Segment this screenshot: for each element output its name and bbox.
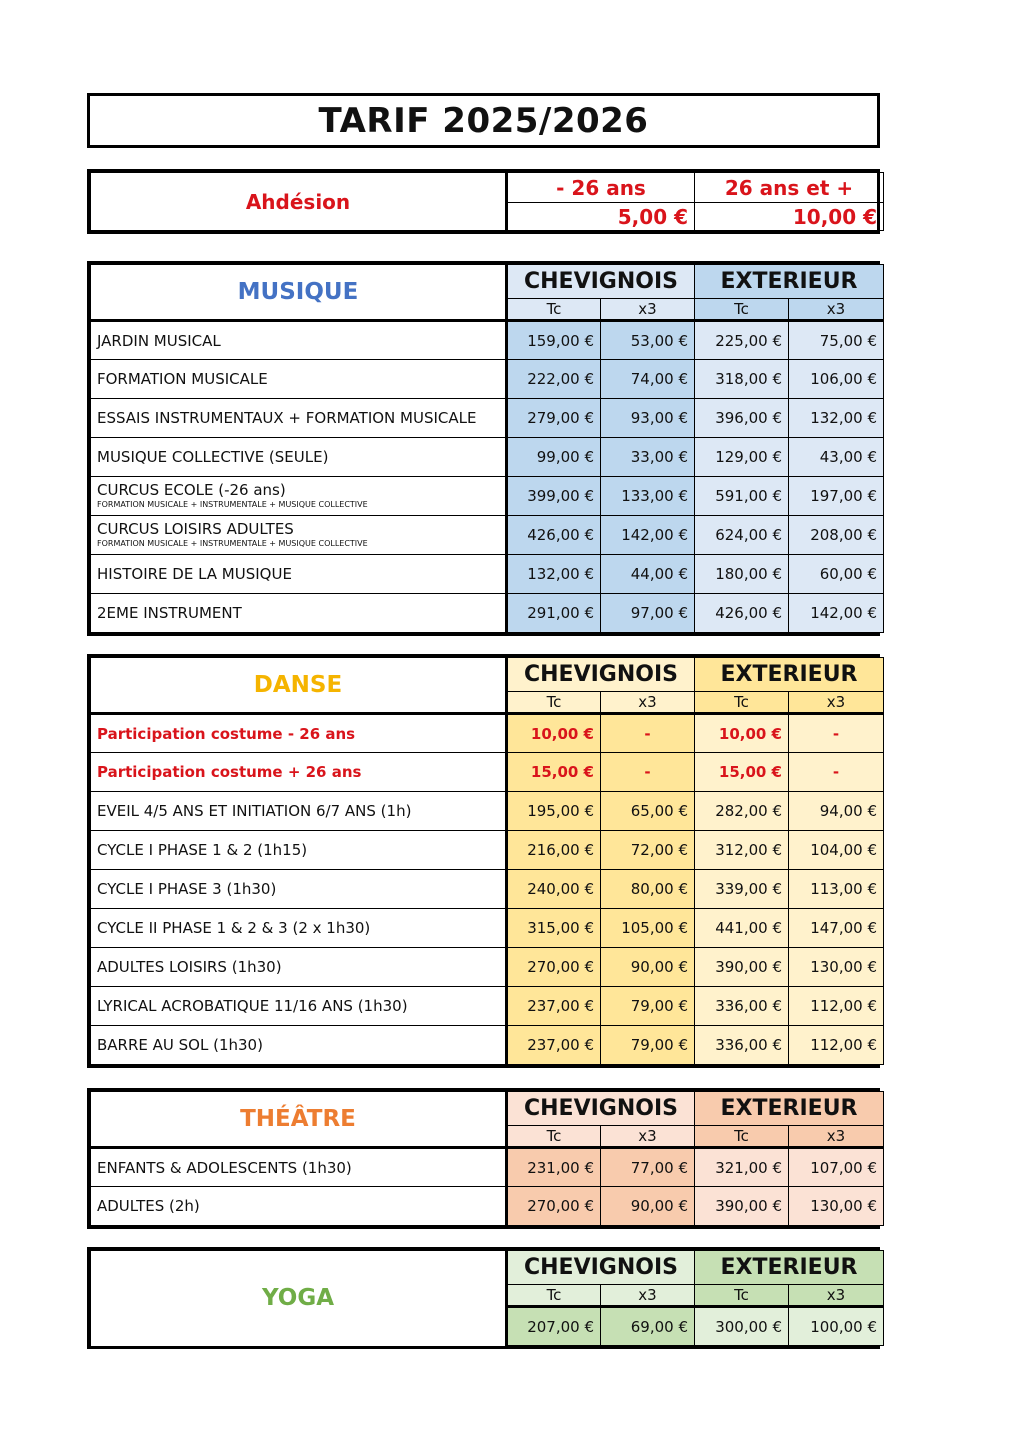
price-chevignois-tc: 240,00 € [507,870,601,909]
row-label-cell [91,594,507,633]
price-chevignois-tc: 99,00 € [507,438,601,477]
subheader-tc: Tc [695,692,789,714]
group-header-exterieur: EXTERIEUR [695,658,884,692]
price-chevignois-tc: 216,00 € [507,831,601,870]
row-label: JARDIN MUSICAL [97,331,221,350]
adhesion-over26-price: 10,00 € [695,203,884,231]
price-chevignois-x3: 44,00 € [601,555,695,594]
subheader-x3: x3 [601,692,695,714]
row-note: FORMATION MUSICALE + INSTRUMENTALE + MUSIQUE COLLECTIVE [97,500,368,509]
price-chevignois-x3: 33,00 € [601,438,695,477]
price-chevignois-tc: 270,00 € [507,1187,601,1226]
subheader-x3: x3 [789,1285,884,1307]
adhesion-over26-label: 26 ans et + [695,173,884,203]
price-exterieur-tc: 225,00 € [695,321,789,360]
price-chevignois-x3: 97,00 € [601,594,695,633]
table-row [91,399,884,438]
price-chevignois-x3: 53,00 € [601,321,695,360]
price-chevignois-tc: 132,00 € [507,555,601,594]
section-title: THÉÂTRE [91,1092,507,1148]
section-title: YOGA [91,1251,507,1346]
table-row [91,948,884,987]
price-chevignois-x3: 142,00 € [601,516,695,555]
row-label-cell [91,360,507,399]
row-label: CYCLE II PHASE 1 & 2 & 3 (2 x 1h30) [97,919,371,937]
row-label-cell [91,438,507,477]
price-exterieur-x3: 75,00 € [789,321,884,360]
adhesion-under26-price: 5,00 € [507,203,695,231]
adhesion-under26-label: - 26 ans [507,173,695,203]
price-chevignois-x3: 77,00 € [601,1148,695,1187]
group-header-exterieur: EXTERIEUR [695,1092,884,1126]
price-chevignois-tc: 237,00 € [507,1026,601,1065]
table-row [91,1148,884,1187]
table-row [91,987,884,1026]
row-label: MUSIQUE COLLECTIVE (SEULE) [97,448,329,466]
row-label-cell [91,516,507,555]
subheader-x3: x3 [789,692,884,714]
price-exterieur-x3: 130,00 € [789,1187,884,1226]
row-label: HISTOIRE DE LA MUSIQUE [97,565,292,583]
price-exterieur-tc: 321,00 € [695,1148,789,1187]
price-exterieur-x3: 104,00 € [789,831,884,870]
page-title: TARIF 2025/2026 [318,100,649,141]
price-exterieur-tc: 180,00 € [695,555,789,594]
subheader-x3: x3 [601,1285,695,1307]
price-exterieur-x3: 100,00 € [789,1307,884,1346]
price-chevignois-tc: 315,00 € [507,909,601,948]
price-exterieur-tc: 426,00 € [695,594,789,633]
section-yoga [87,1247,880,1349]
price-chevignois-x3: 74,00 € [601,360,695,399]
price-chevignois-tc: 237,00 € [507,987,601,1026]
table-row [91,909,884,948]
price-chevignois-tc: 10,00 € [507,714,601,753]
row-label: CURCUS ECOLE (-26 ans) [97,481,286,499]
price-exterieur-x3: 208,00 € [789,516,884,555]
price-chevignois-x3: - [601,714,695,753]
price-exterieur-x3: - [789,753,884,792]
section-danse [87,654,880,1068]
group-header-chevignois: CHEVIGNOIS [507,1251,695,1285]
price-chevignois-x3: 69,00 € [601,1307,695,1346]
row-label: BARRE AU SOL (1h30) [97,1036,263,1054]
adhesion-table [87,169,880,234]
table-row [91,360,884,399]
section-musique [87,261,880,636]
table-row [91,516,884,555]
price-chevignois-tc: 270,00 € [507,948,601,987]
price-chevignois-tc: 15,00 € [507,753,601,792]
row-label: ENFANTS & ADOLESCENTS (1h30) [97,1158,352,1177]
row-label: Participation costume - 26 ans [97,724,356,743]
subheader-x3: x3 [601,299,695,321]
price-exterieur-tc: 441,00 € [695,909,789,948]
price-chevignois-tc: 159,00 € [507,321,601,360]
table-row [91,594,884,633]
section-theatre [87,1088,880,1229]
row-label: EVEIL 4/5 ANS ET INITIATION 6/7 ANS (1h) [97,802,412,820]
subheader-x3: x3 [789,1126,884,1148]
price-chevignois-x3: 93,00 € [601,399,695,438]
adhesion-label: Ahdésion [91,173,507,231]
price-exterieur-x3: 112,00 € [789,987,884,1026]
price-exterieur-tc: 336,00 € [695,1026,789,1065]
table-row [91,1026,884,1065]
price-chevignois-x3: 79,00 € [601,987,695,1026]
group-header-chevignois: CHEVIGNOIS [507,658,695,692]
table-row [91,870,884,909]
row-label-cell [91,792,507,831]
price-exterieur-x3: 43,00 € [789,438,884,477]
row-label-cell [91,987,507,1026]
row-label-cell [91,753,507,792]
price-chevignois-x3: 90,00 € [601,1187,695,1226]
price-exterieur-x3: 142,00 € [789,594,884,633]
price-exterieur-x3: 130,00 € [789,948,884,987]
section-title: DANSE [91,658,507,714]
price-exterieur-x3: - [789,714,884,753]
row-label: 2EME INSTRUMENT [97,604,242,622]
group-header-chevignois: CHEVIGNOIS [507,265,695,299]
subheader-tc: Tc [695,1285,789,1307]
table-row [91,438,884,477]
row-label-cell [91,321,507,360]
price-exterieur-x3: 107,00 € [789,1148,884,1187]
price-chevignois-x3: 72,00 € [601,831,695,870]
table-row [91,1187,884,1226]
row-label: ESSAIS INSTRUMENTAUX + FORMATION MUSICALE [97,409,477,427]
section-title: MUSIQUE [91,265,507,321]
price-exterieur-x3: 94,00 € [789,792,884,831]
table-row [91,831,884,870]
table-row [91,714,884,753]
price-exterieur-tc: 339,00 € [695,870,789,909]
price-exterieur-tc: 624,00 € [695,516,789,555]
row-label-cell [91,399,507,438]
subheader-x3: x3 [789,299,884,321]
group-header-exterieur: EXTERIEUR [695,1251,884,1285]
group-header-chevignois: CHEVIGNOIS [507,1092,695,1126]
row-label: CYCLE I PHASE 1 & 2 (1h15) [97,841,308,859]
row-label-cell [91,870,507,909]
row-label: ADULTES LOISIRS (1h30) [97,958,282,976]
price-chevignois-x3: 79,00 € [601,1026,695,1065]
subheader-tc: Tc [507,1126,601,1148]
row-label-cell [91,909,507,948]
price-chevignois-tc: 426,00 € [507,516,601,555]
row-label-cell [91,1148,507,1187]
subheader-tc: Tc [695,1126,789,1148]
row-label-cell [91,1187,507,1226]
row-label: LYRICAL ACROBATIQUE 11/16 ANS (1h30) [97,997,408,1015]
price-chevignois-tc: 231,00 € [507,1148,601,1187]
row-label: Participation costume + 26 ans [97,763,362,781]
row-label: CURCUS LOISIRS ADULTES [97,520,294,538]
row-label-cell [91,948,507,987]
price-chevignois-tc: 222,00 € [507,360,601,399]
table-row [91,753,884,792]
subheader-tc: Tc [507,299,601,321]
row-label-cell [91,555,507,594]
subheader-tc: Tc [507,1285,601,1307]
price-exterieur-x3: 113,00 € [789,870,884,909]
price-chevignois-tc: 399,00 € [507,477,601,516]
price-exterieur-x3: 197,00 € [789,477,884,516]
row-label-cell [91,714,507,753]
price-exterieur-tc: 396,00 € [695,399,789,438]
row-label-cell [91,477,507,516]
price-chevignois-x3: 133,00 € [601,477,695,516]
price-exterieur-x3: 147,00 € [789,909,884,948]
row-label: FORMATION MUSICALE [97,370,268,388]
price-exterieur-tc: 390,00 € [695,948,789,987]
table-row [91,477,884,516]
price-exterieur-tc: 390,00 € [695,1187,789,1226]
price-chevignois-x3: - [601,753,695,792]
price-exterieur-x3: 112,00 € [789,1026,884,1065]
table-row [91,555,884,594]
table-row [91,792,884,831]
price-chevignois-x3: 105,00 € [601,909,695,948]
price-exterieur-tc: 129,00 € [695,438,789,477]
price-chevignois-x3: 90,00 € [601,948,695,987]
row-label: ADULTES (2h) [97,1197,200,1215]
price-exterieur-x3: 60,00 € [789,555,884,594]
title-box [87,93,880,148]
table-row [91,321,884,360]
price-exterieur-tc: 300,00 € [695,1307,789,1346]
row-label-cell [91,831,507,870]
price-exterieur-tc: 591,00 € [695,477,789,516]
price-exterieur-tc: 312,00 € [695,831,789,870]
price-exterieur-tc: 318,00 € [695,360,789,399]
price-exterieur-tc: 15,00 € [695,753,789,792]
price-exterieur-x3: 132,00 € [789,399,884,438]
row-label: CYCLE I PHASE 3 (1h30) [97,880,277,898]
price-chevignois-tc: 207,00 € [507,1307,601,1346]
price-chevignois-tc: 291,00 € [507,594,601,633]
price-chevignois-tc: 279,00 € [507,399,601,438]
subheader-tc: Tc [507,692,601,714]
price-exterieur-tc: 282,00 € [695,792,789,831]
subheader-x3: x3 [601,1126,695,1148]
price-chevignois-x3: 80,00 € [601,870,695,909]
price-chevignois-tc: 195,00 € [507,792,601,831]
price-exterieur-tc: 10,00 € [695,714,789,753]
price-exterieur-x3: 106,00 € [789,360,884,399]
row-label-cell [91,1026,507,1065]
row-note: FORMATION MUSICALE + INSTRUMENTALE + MUSIQUE COLLECTIVE [97,539,368,548]
subheader-tc: Tc [695,299,789,321]
price-chevignois-x3: 65,00 € [601,792,695,831]
price-exterieur-tc: 336,00 € [695,987,789,1026]
group-header-exterieur: EXTERIEUR [695,265,884,299]
